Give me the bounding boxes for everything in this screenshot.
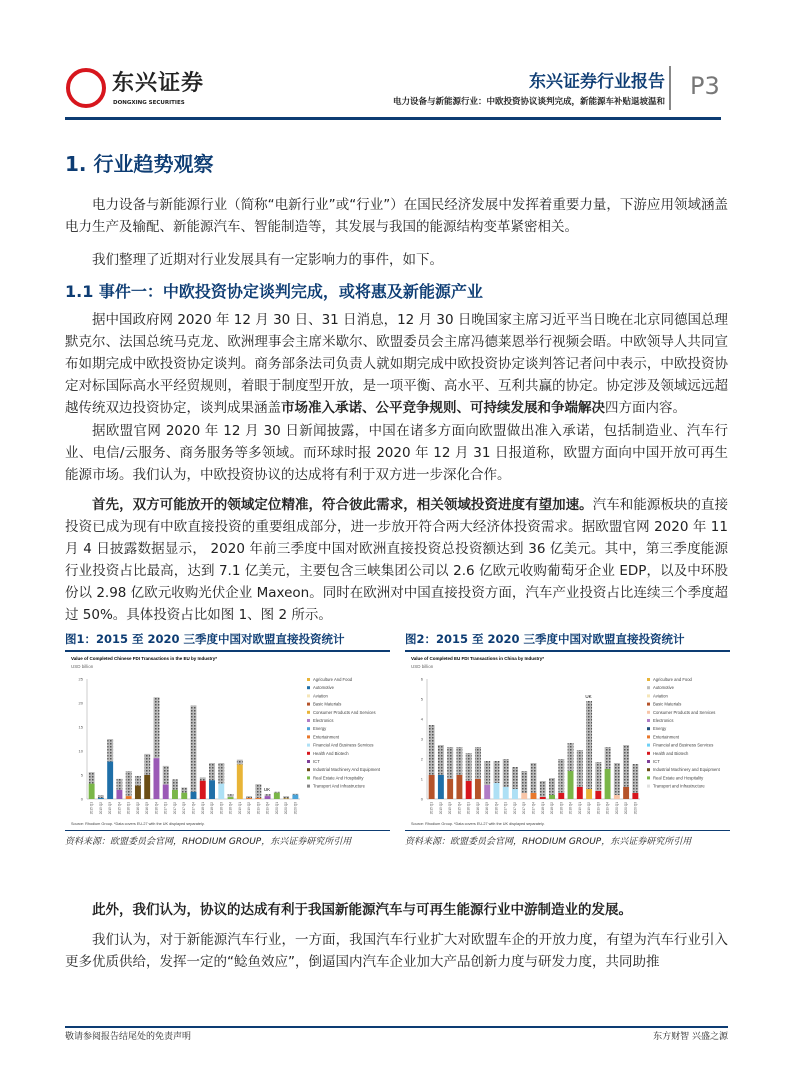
paragraph: [65, 494, 728, 626]
paragraph: 我们认为，对于新能源汽车行业，一方面，我国汽车行业扩大对欧盟车企的开放力度，有望为汽车行业引入更多优质供给，发挥一定的“鲶鱼效应”，倒逼国内汽车企业加大产品创新力度与研发力度，共同助推: [65, 932, 728, 970]
x-tick-label: 2017 Q2: [172, 802, 177, 815]
bar-segment-other: [228, 794, 234, 797]
legend-swatch: [647, 711, 650, 714]
figure-2-chart: [405, 653, 730, 827]
bar-segment-main: [484, 785, 490, 799]
bar-segment-other: [632, 764, 638, 793]
x-tick-label: 2017 Q3: [182, 802, 187, 815]
bold-text: 市场准入承诺、公平竞争规则、可持续发展和争端解决: [281, 400, 605, 416]
bar-segment-other: [512, 767, 518, 789]
bar-segment-main: [107, 762, 113, 799]
legend-swatch: [307, 760, 310, 763]
section-title: 1. 行业趋势观察: [65, 152, 214, 176]
y-tick-label: 4: [420, 716, 423, 722]
logo-subtext: DONGXING SECURITIES: [113, 100, 185, 106]
bar-segment-main: [512, 789, 518, 799]
paragraph: 电力设备与新能源行业（简称“电新行业”或“行业”）在国民经济发展中发挥着重要力量，下游应用领域涵盖电力生产及输配、新能源汽车、智能制造等，其发展与我国的能源结构变革紧密相关。: [65, 197, 728, 235]
legend-swatch: [647, 760, 650, 763]
bar-segment-other: [153, 697, 159, 758]
header-rule: [65, 117, 721, 120]
bar-segment-main: [144, 775, 150, 799]
report-subtitle: 电力设备与新能源行业：中欧投资协议谈判完成，新能源车补贴退坡温和: [392, 97, 665, 107]
y-tick-label: 15: [78, 724, 83, 730]
bar-segment-main: [246, 798, 252, 799]
x-tick-label: 2016 Q3: [485, 802, 490, 815]
bar-segment-other: [89, 772, 95, 784]
legend-label: Transport and Infrastructure: [653, 783, 705, 789]
legend-swatch: [647, 678, 650, 681]
bar-segment-main: [191, 792, 197, 799]
bar-segment-main: [447, 779, 453, 799]
bar-segment-main: [456, 775, 462, 799]
legend-swatch: [647, 768, 650, 771]
x-tick-label: 2015 Q3: [448, 802, 453, 815]
x-tick-label: 2018 Q4: [568, 802, 573, 815]
y-tick-label: 2: [420, 756, 423, 762]
bar-segment-other: [558, 759, 564, 793]
x-tick-label: 2016 Q1: [466, 802, 471, 815]
bar-segment-other: [283, 796, 289, 798]
legend-swatch: [307, 703, 310, 706]
bar-segment-main: [503, 787, 509, 799]
legend-label: Industrial Machinery and Equipment: [653, 767, 720, 773]
bar-segment-other: [503, 759, 509, 787]
bar-segment-other: [246, 796, 252, 798]
bar-segment-main: [255, 798, 261, 799]
bar-segment-other: [493, 761, 499, 783]
y-tick-label: 25: [78, 676, 83, 682]
bar-segment-main: [521, 793, 527, 799]
bar-segment-other: [144, 754, 150, 775]
bar-segment-other: [484, 761, 490, 785]
bar-segment-main: [438, 775, 444, 799]
bar-segment-other: [531, 763, 537, 793]
bar-segment-main: [493, 783, 499, 799]
bar-segment-main: [475, 779, 481, 799]
bar-segment-other: [466, 753, 472, 781]
bar-segment-main: [126, 796, 132, 799]
y-tick-label: 0: [420, 796, 423, 802]
legend-swatch: [307, 719, 310, 722]
legend-swatch: [647, 686, 650, 689]
legend-swatch: [307, 768, 310, 771]
bar-segment-other: [107, 739, 113, 762]
legend-label: Aviation: [313, 693, 328, 699]
bar-segment-main: [605, 769, 611, 799]
x-tick-label: 2018 Q3: [219, 802, 224, 815]
bar-segment-other: [429, 725, 435, 775]
legend-swatch: [647, 735, 650, 738]
bar-segment-other: [521, 771, 527, 793]
bar-segment-main: [98, 798, 104, 799]
page-number: P3: [690, 72, 720, 100]
legend-swatch: [307, 785, 310, 788]
legend-swatch: [647, 719, 650, 722]
legend-label: Real Estate And Hospitality: [313, 775, 364, 781]
legend-label: Entertainment: [313, 734, 340, 740]
bar-segment-other: [577, 750, 583, 787]
legend-swatch: [307, 735, 310, 738]
chart-note: Source: Rhodium Group. *Data covers EU-27 with the UK displayed separately.: [411, 822, 545, 826]
x-tick-label: 2020 Q3: [633, 802, 638, 815]
legend-label: Consumer Products and Services: [653, 709, 716, 715]
chart-title: Value of Completed Chinese FDI Transactions in the EU by Industry*: [71, 656, 218, 661]
bar-segment-main: [116, 790, 122, 799]
paragraph: [65, 309, 728, 419]
y-tick-label: 3: [420, 736, 423, 742]
figure-1-source: 资料来源：欧盟委员会官网，RHODIUM GROUP，东兴证券研究所引用: [65, 830, 390, 848]
bar-segment-other: [172, 779, 178, 790]
y-tick-label: 20: [78, 700, 83, 706]
y-axis-label: USD billion: [71, 664, 94, 669]
bar-segment-other: [540, 781, 546, 797]
x-tick-label: 2015 Q3: [108, 802, 113, 815]
y-tick-label: 10: [78, 748, 83, 754]
legend-label: Energy: [653, 726, 667, 732]
bar-segment-main: [466, 781, 472, 799]
bar-segment-main: [181, 793, 187, 799]
y-tick-label: 6: [420, 676, 423, 682]
x-tick-label: 2017 Q4: [191, 802, 196, 815]
bar-segment-main: [595, 791, 601, 799]
bar-segment-other: [237, 760, 243, 765]
x-tick-label: 2016 Q1: [126, 802, 131, 815]
chart-annotation: UK: [263, 787, 271, 793]
bar-segment-main: [200, 781, 206, 799]
x-tick-label: 2015 Q1: [89, 802, 94, 815]
bar-segment-other: [209, 763, 215, 780]
bar-segment-main: [89, 784, 95, 799]
bar-segment-main: [614, 795, 620, 799]
legend-label: Industrial Machinery And Equipment: [313, 767, 381, 773]
x-tick-label: 2019 Q4: [265, 802, 270, 815]
legend-swatch: [647, 727, 650, 730]
legend-swatch: [647, 785, 650, 788]
legend-swatch: [307, 678, 310, 681]
legend-label: Consumer Products And Services: [313, 709, 376, 715]
bar-segment-main: [632, 793, 638, 799]
bar-segment-main: [558, 793, 564, 799]
bar-segment-main: [135, 786, 141, 799]
logo-text: 东兴证券: [112, 71, 205, 96]
bar-segment-main: [540, 797, 546, 799]
x-tick-label: 2017 Q3: [522, 802, 527, 815]
figure-1-chart: [65, 653, 390, 827]
bar-segment-main: [568, 771, 574, 799]
chart-annotation: UK: [585, 694, 592, 699]
bar-segment-other: [135, 776, 141, 786]
bar-segment-main: [265, 796, 271, 799]
bar-segment-other: [200, 777, 206, 780]
x-tick-label: 2017 Q1: [503, 802, 508, 815]
bar-segment-other: [292, 794, 298, 795]
legend-label: Health And Biotech: [313, 750, 349, 756]
bar-segment-other: [265, 794, 271, 796]
x-tick-label: 2018 Q3: [559, 802, 564, 815]
bar-segment-main: [429, 775, 435, 799]
text: 四方面内容。: [605, 400, 686, 416]
x-tick-label: 2020 Q1: [274, 802, 279, 815]
legend-label: ICT: [653, 759, 660, 764]
bar-segment-main: [274, 793, 280, 799]
x-tick-label: 2016 Q4: [494, 802, 499, 815]
x-tick-label: 2017 Q4: [531, 802, 536, 815]
x-tick-label: 2018 Q1: [540, 802, 545, 815]
bar-segment-main: [623, 787, 629, 799]
legend-swatch: [307, 711, 310, 714]
legend-swatch: [647, 744, 650, 747]
x-tick-label: 2020 Q2: [624, 802, 629, 815]
x-tick-label: 2019 Q1: [237, 802, 242, 815]
bar-segment-main: [531, 793, 537, 799]
figure-2-source: 资料来源：欧盟委员会官网，RHODIUM GROUP，东兴证券研究所引用: [405, 830, 730, 848]
legend-swatch: [647, 694, 650, 697]
paragraph-bold: 此外，我们认为，协议的达成有利于我国新能源汽车与可再生能源行业中游制造业的发展。: [92, 902, 632, 918]
paragraph: 我们整理了近期对行业发展具有一定影响力的事件，如下。: [92, 252, 443, 268]
legend-label: Basic Materials: [653, 701, 682, 707]
y-tick-label: 5: [420, 696, 423, 702]
x-tick-label: 2016 Q2: [135, 802, 140, 815]
bar-segment-other: [163, 766, 169, 785]
legend-label: Financial And Business Services: [313, 742, 374, 748]
bar-segment-other: [191, 705, 197, 791]
x-tick-label: 2017 Q1: [163, 802, 168, 815]
bar-segment-main: [292, 795, 298, 799]
x-tick-label: 2018 Q1: [200, 802, 205, 815]
x-tick-label: 2019 Q3: [256, 802, 261, 815]
bar-segment-main: [549, 795, 555, 799]
report-series-title: 东兴证券行业报告: [529, 72, 665, 92]
legend-swatch: [307, 686, 310, 689]
report-body: [65, 152, 728, 973]
x-tick-label: 2017 Q2: [512, 802, 517, 815]
y-tick-label: 5: [80, 772, 83, 778]
chart-note: Source: Rhodium Group. *Data covers EU-27 with the UK displayed separately.: [71, 822, 205, 826]
legend-label: Energy: [313, 726, 327, 732]
bar-segment-main: [586, 789, 592, 799]
y-tick-label: 0: [80, 796, 83, 802]
bar-segment-other: [447, 747, 453, 779]
x-tick-label: 2015 Q4: [117, 802, 122, 815]
subsection-title-text: 1.1 事件一：中欧投资协定谈判完成，或将惠及新能源产业: [65, 282, 483, 301]
footer-disclaimer: 敬请参阅报告结尾处的免责声明: [65, 1032, 192, 1042]
legend-swatch: [647, 776, 650, 779]
legend-label: Aviation: [653, 693, 668, 699]
x-tick-label: 2018 Q4: [228, 802, 233, 815]
bar-segment-main: [228, 797, 234, 799]
bar-segment-other: [568, 743, 574, 771]
legend-swatch: [307, 727, 310, 730]
figures-row: [65, 632, 728, 846]
x-tick-label: 2019 Q1: [577, 802, 582, 815]
legend-swatch: [307, 776, 310, 779]
bar-segment-main: [209, 780, 215, 799]
legend-label: Electronics: [653, 718, 674, 723]
bar-segment-main: [218, 784, 224, 799]
bar-segment-other: [475, 747, 481, 779]
bar-segment-other: [181, 787, 187, 792]
x-tick-label: 2015 Q4: [457, 802, 462, 815]
bar-segment-other: [98, 795, 104, 798]
bold-text: 首先，双方可能放开的领域定位精准，符合彼此需求，相关领域投资进度有望加速。: [92, 497, 593, 513]
chart-title: Value of Completed EU FDI Transactions in China by Industry*: [411, 656, 545, 661]
x-tick-label: 2015 Q2: [98, 802, 103, 815]
bar-segment-other: [605, 747, 611, 769]
bar-segment-other: [586, 701, 592, 789]
bar-segment-other: [549, 778, 555, 795]
x-tick-label: 2015 Q1: [429, 802, 434, 815]
logo-icon: [66, 68, 106, 108]
x-tick-label: 2018 Q2: [550, 802, 555, 815]
figure-2-title: 图2：2015 至 2020 三季度中国对欧盟直接投资统计: [405, 632, 730, 652]
bar-segment-other: [218, 763, 224, 784]
legend-label: Transport And Infrastructure: [313, 783, 365, 789]
figure-1-title: 图1：2015 至 2020 三季度中国对欧盟直接投资统计: [65, 632, 390, 652]
paragraph: 据欧盟官网 2020 年 12 月 30 日新闻披露，中国在诸多方面向欧盟做出准入承诺，包括制造业、汽车行业、电信/云服务、商务服务等多领域。而环球时报 2020 年 12 月 31 日报道称，欧盟方面向中国开放可再生能源市场。我们认为，中欧投资协议的达成将有利于双方进一步深化合作。: [65, 423, 728, 483]
header-divider: [669, 66, 671, 110]
legend-swatch: [307, 744, 310, 747]
legend-swatch: [647, 703, 650, 706]
bar-segment-main: [237, 764, 243, 799]
legend-label: Automotive: [653, 685, 674, 691]
x-tick-label: 2019 Q2: [247, 802, 252, 815]
x-tick-label: 2016 Q2: [475, 802, 480, 815]
legend-swatch: [307, 694, 310, 697]
bar-segment-other: [595, 762, 601, 791]
bar-segment-other: [126, 771, 132, 796]
text: 汽车和能源板块的直接投资已成为现有中欧直接投资的重要组成部分，进一步放开符合两大经济体投资需求。据欧盟官网 2020 年 11 月 4 日披露数据显示， 2020 年前三季度中国对欧洲直接投资总投资额达到 36 亿美元。其中，第三季度能源行业投资占比最高，达到 7.1 亿美元，主要包含三峡集团公司以 2.6 亿欧元收购葡萄牙企业 EDP，以及中环股份以 2.98 亿欧元收购光伏企业 Maxeon。同时在欧洲对中国直接投资方面，汽车产业投资占比连续三个季度超过 50%。具体投资占比如图 1、图 2 所示。: [65, 497, 729, 623]
legend-label: Health and Biotech: [653, 750, 689, 756]
x-tick-label: 2020 Q1: [614, 802, 619, 815]
bar-segment-main: [172, 790, 178, 799]
legend-label: Agriculture And Food: [313, 677, 353, 682]
legend-swatch: [307, 752, 310, 755]
bar-segment-main: [577, 787, 583, 799]
bar-segment-other: [274, 792, 280, 793]
legend-label: Real Estate and Hospitality: [653, 775, 704, 781]
y-axis-label: USD billion: [411, 664, 434, 669]
legend-label: Basic Materials: [313, 701, 342, 707]
legend-label: Entertainment: [653, 734, 680, 740]
legend-label: Automotive: [313, 685, 334, 691]
x-tick-label: 2020 Q2: [284, 802, 289, 815]
bar-segment-other: [614, 763, 620, 795]
bar-segment-main: [153, 758, 159, 799]
x-tick-label: 2019 Q2: [587, 802, 592, 815]
x-tick-label: 2019 Q3: [596, 802, 601, 815]
x-tick-label: 2015 Q2: [438, 802, 443, 815]
bar-segment-other: [623, 745, 629, 787]
subsection-title: [65, 282, 728, 302]
x-tick-label: 2020 Q3: [293, 802, 298, 815]
bar-segment-other: [456, 747, 462, 775]
legend-label: Agriculture and Food: [653, 677, 692, 682]
x-tick-label: 2016 Q3: [145, 802, 150, 815]
bar-segment-other: [116, 779, 122, 790]
x-tick-label: 2019 Q4: [605, 802, 610, 815]
legend-label: ICT: [313, 759, 320, 764]
text: 据中国政府网 2020 年 12 月 30 日、31 日消息，12 月 30 日晚国家主席习近平当日晚在北京同德国总理默克尔、法国总统马克龙、欧洲理事会主席米歇尔、欧盟委员会主席冯德莱恩举行视频会晤。中欧领导人共同宣布如期完成中欧投资协定谈判。商务部条法司负责人就如期完成中欧投资协定谈判答记者问中表示，中欧投资协定对标国际高水平经贸规则，着眼于制度型开放，是一项平衡、高水平、互利共赢的协定。协定涉及领域远远超越传统双边投资协定，谈判成果涵盖: [65, 312, 728, 416]
footer-slogan: 东方财智 兴盛之源: [653, 1032, 728, 1042]
footer-rule: [65, 1026, 728, 1028]
x-tick-label: 2016 Q4: [154, 802, 159, 815]
legend-swatch: [647, 752, 650, 755]
bar-segment-other: [255, 784, 261, 798]
legend-label: Electronics: [313, 718, 334, 723]
bar-segment-main: [163, 785, 169, 799]
x-tick-label: 2018 Q2: [210, 802, 215, 815]
legend-label: Financial and Business Services: [653, 742, 714, 748]
bar-segment-other: [438, 745, 444, 775]
y-tick-label: 1: [420, 776, 423, 782]
